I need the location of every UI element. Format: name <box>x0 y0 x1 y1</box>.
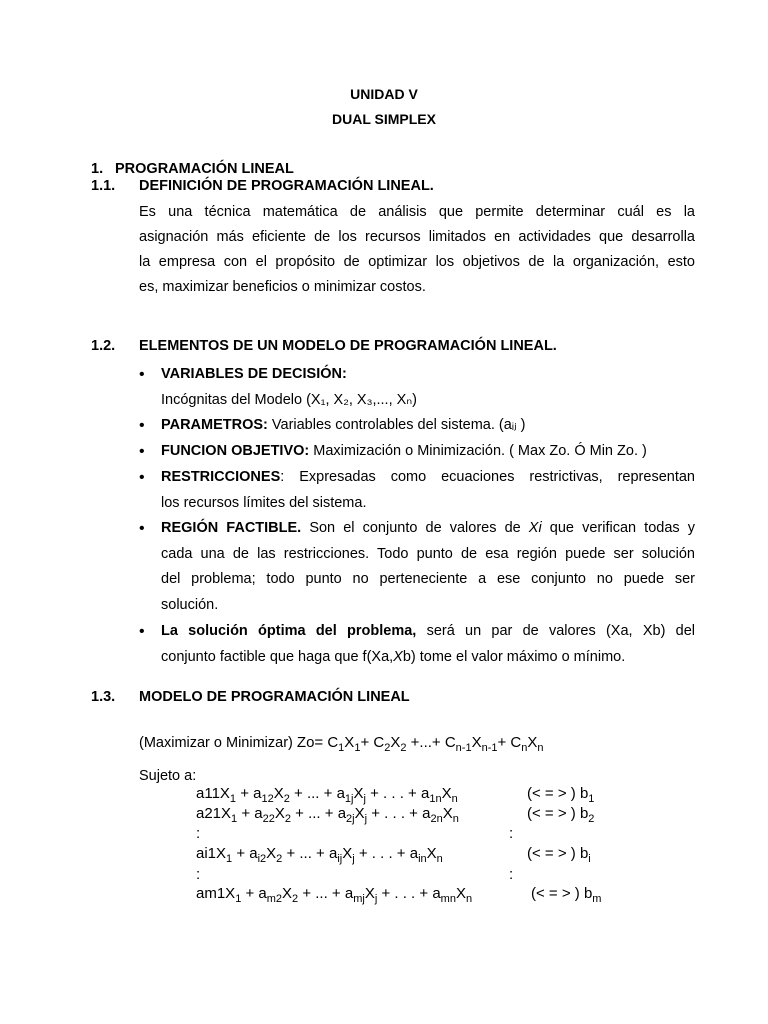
bullet-label: REGIÓN FACTIBLE. <box>161 520 302 536</box>
ellipsis-row: : <box>196 866 201 883</box>
subject-to-label: Sujeto a: <box>139 768 197 784</box>
bullet-marker: • <box>139 469 145 486</box>
bullet-text: Maximización o Minimización. ( Max Zo. Ó Min Zo. ) <box>309 443 647 459</box>
list-item <box>161 362 695 413</box>
bullet-label: PARAMETROS: <box>161 417 268 433</box>
bullet-label: RESTRICCIONES <box>161 469 281 485</box>
bullet-marker: • <box>139 417 145 434</box>
elements-list <box>0 362 768 672</box>
constraint-sign-text: (< = > ) <box>527 845 576 862</box>
section-1-2-heading: ELEMENTOS DE UN MODELO DE PROGRAMACIÓN LINEAL. <box>139 338 557 354</box>
bullet-text: Incógnitas del Modelo (X₁, X₂, X₃,..., Xₙ) <box>161 391 417 408</box>
section-1-3-number: 1.3. <box>91 689 116 705</box>
bullet-text: del problema; todo punto no perteneciente a ese conjunto no puede ser <box>161 571 695 587</box>
constraint-sign: (< = > ) $b_1$ <box>527 785 595 805</box>
list-item <box>161 619 695 670</box>
bullet-text: Xi <box>528 520 542 536</box>
bullet-marker: • <box>139 623 145 640</box>
list-item <box>161 516 695 618</box>
bullet-text: solución. <box>161 596 219 613</box>
definition-line: la empresa con el propósito de optimizar los objetivos de la organización, esto <box>139 254 695 270</box>
constraint-row: $ai1X_1 + a_{i2}X_2$ + ... + $a_{ij}X_j$ + . . . + $a_{in}X_n$ <box>196 845 443 865</box>
bullet-text: conjunto factible que haga que f(Xa, <box>161 648 394 665</box>
definition-line: es, maximizar beneficios o minimizar costos. <box>139 279 426 295</box>
list-item <box>161 439 695 465</box>
bullet-text: los recursos límites del sistema. <box>161 494 367 511</box>
list-item <box>161 413 695 439</box>
bullet-text: : Expresadas como ecuaciones restrictivas, representan <box>280 469 695 485</box>
constraint-sign: (< = > ) $b_m$ <box>531 885 602 905</box>
bullet-text: que verifican todas y <box>541 520 695 536</box>
bullet-text: Son el conjunto de valores de <box>301 520 529 536</box>
section-1-number: 1. <box>91 161 104 177</box>
unit-title: UNIDAD V <box>350 86 418 102</box>
bullet-text: será un par de valores (Xa, Xb) del <box>416 623 695 639</box>
definition-paragraph <box>139 200 695 300</box>
section-1-3-heading: MODELO DE PROGRAMACIÓN LINEAL <box>139 689 410 705</box>
bullet-text: Variables controlables del sistema. (aᵢⱼ ) <box>267 417 526 433</box>
bullet-marker: • <box>139 443 145 460</box>
constraint-sign-text: (< = > ) <box>527 805 576 822</box>
objective-function: (Maximizar o Minimizar) $Zo= C_1X_1+ C_2X_2$ +...+ $C_{n-1}X_{n-1}+ C_nX_n$ <box>139 734 544 754</box>
constraint-sign-text: (< = > ) <box>531 885 580 902</box>
list-item <box>161 465 695 516</box>
constraint-sign-text: (< = > ) <box>527 785 576 802</box>
definition-line: Es una técnica matemática de análisis que permite determinar cuál es la <box>139 204 695 220</box>
constraint-row: $a11X_1 + a_{12}X_2$ + ... + $a_{1j}X_j$ + . . . + $a_{1n}X_n$ <box>196 785 458 805</box>
ellipsis-row: : <box>509 866 514 883</box>
constraint-sign: (< = > ) $b_i$ <box>527 845 591 865</box>
constraint-sign: (< = > ) $b_2$ <box>527 805 595 825</box>
bullet-label: La solución óptima del problema, <box>161 623 417 639</box>
section-1-heading: PROGRAMACIÓN LINEAL <box>115 161 294 177</box>
bullet-label: FUNCION OBJETIVO: <box>161 443 310 459</box>
constraint-row: $am1X_1 + a_{m2}X_2$ + ... + $a_{mj}X_j$ + . . . + $a_{mn}X_n$ <box>196 885 473 905</box>
constraint-row: $a21X_1 + a_{22}X_2$ + ... + $a_{2j}X_j$ + . . . + $a_{2n}X_n$ <box>196 805 459 825</box>
dual-simplex-title: DUAL SIMPLEX <box>332 111 436 127</box>
section-1-1-number: 1.1. <box>91 178 116 194</box>
bullet-marker: • <box>139 366 145 383</box>
section-1-2-number: 1.2. <box>91 338 116 354</box>
section-1-1-heading: DEFINICIÓN DE PROGRAMACIÓN LINEAL. <box>139 178 434 194</box>
bullet-text: cada una de las restricciones. Todo punto de esa región puede ser solución <box>161 545 695 562</box>
ellipsis-row: : <box>509 825 514 842</box>
bullet-text: b) tome el valor máximo o mínimo. <box>402 648 626 665</box>
bullet-text: X <box>393 648 403 665</box>
bullet-label: VARIABLES DE DECISIÓN: <box>161 366 347 382</box>
objective-prefix: (Maximizar o Minimizar) <box>139 735 297 751</box>
definition-line: asignación más eficiente de los recursos limitados en actividades que desarrolla <box>139 229 695 245</box>
bullet-marker: • <box>139 520 145 537</box>
ellipsis-row: : <box>196 825 201 842</box>
